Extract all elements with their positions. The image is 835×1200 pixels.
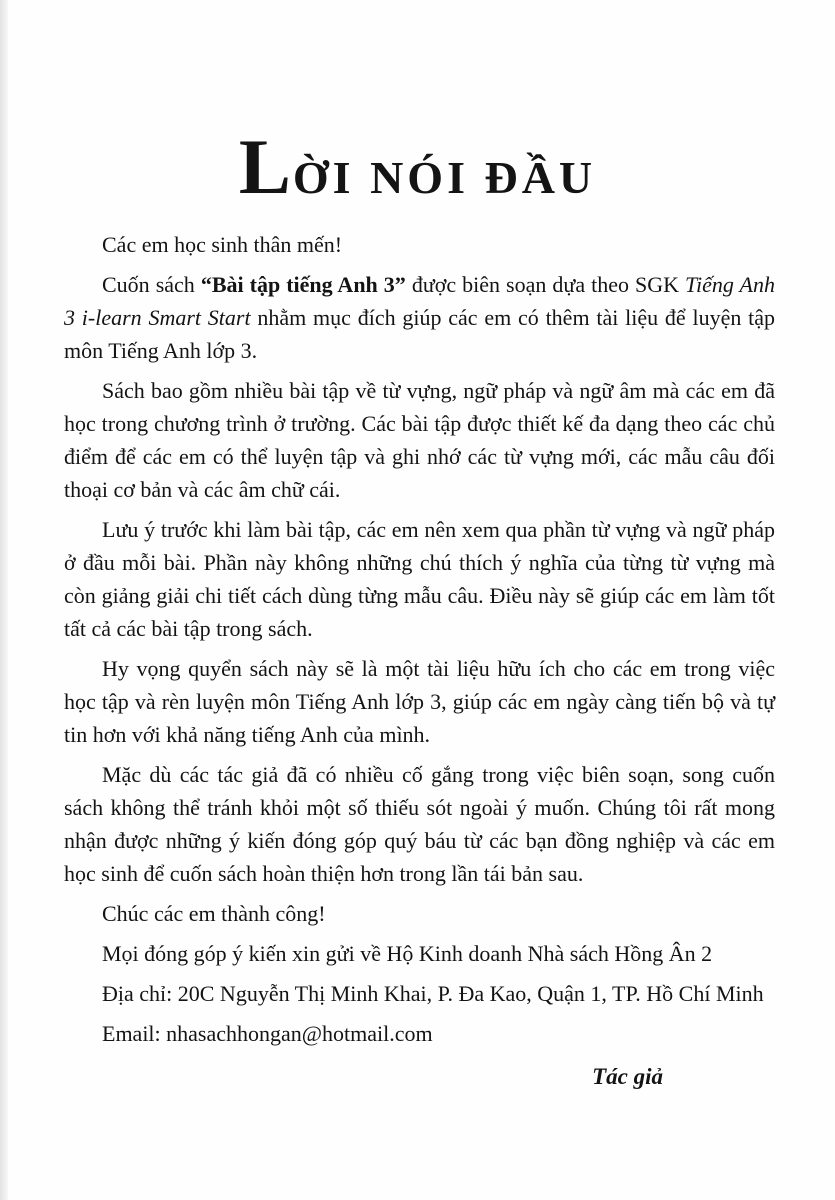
scan-edge-shadow bbox=[0, 0, 8, 1200]
page-title-rest: ỜI NÓI ĐẦU bbox=[292, 152, 597, 203]
paragraph-text-run: “Bài tập tiếng Anh 3” bbox=[200, 272, 406, 297]
paragraph-text-run: Tiếng Anh 3 i-learn Smart Start bbox=[64, 272, 775, 330]
paragraph-text-run: Mọi đóng góp ý kiến xin gửi về Hộ Kinh doanh Nhà sách Hồng Ân 2 bbox=[102, 941, 713, 966]
paragraph bbox=[64, 513, 775, 645]
paragraph bbox=[64, 758, 775, 890]
paragraph bbox=[64, 374, 775, 506]
paragraph bbox=[64, 1017, 775, 1050]
paragraph-text-run: Hy vọng quyển sách này sẽ là một tài liệu hữu ích cho các em trong việc học tập và rèn luyện môn Tiếng Anh lớp 3, giúp các em ngày càng tiến bộ và tự tin hơn với khả năng tiếng Anh của mình. bbox=[64, 656, 775, 747]
preface-body bbox=[64, 228, 775, 1050]
paragraph bbox=[64, 228, 775, 261]
page-title-initial: L bbox=[238, 123, 293, 210]
page-title bbox=[0, 123, 835, 210]
paragraph-text-run: Email: nhasachhongan@hotmail.com bbox=[102, 1021, 433, 1046]
paragraph-text-run: Lưu ý trước khi làm bài tập, các em nên xem qua phần từ vựng và ngữ pháp ở đầu mỗi bài. Phần này không những chú thích ý nghĩa của từng từ vựng mà còn giảng giải chi tiết cách dùng từng mẫu câu. Điều này sẽ giúp các em làm tốt tất cả các bài tập trong sách. bbox=[64, 517, 775, 641]
paragraph-text-run: Sách bao gồm nhiều bài tập về từ vựng, ngữ pháp và ngữ âm mà các em đã học trong chương trình ở trường. Các bài tập được thiết kế đa dạng theo các chủ điểm để các em có thể luyện tập và ghi nhớ các từ vựng mới, các mẫu câu đối thoại cơ bản và các âm chữ cái. bbox=[64, 378, 775, 502]
paragraph-text-run: Cuốn sách bbox=[102, 272, 201, 297]
paragraph bbox=[64, 652, 775, 751]
paragraph-text-run: nhằm mục đích giúp các em có thêm tài liệu để luyện tập môn Tiếng Anh lớp 3. bbox=[64, 305, 775, 363]
paragraph-text-run: Các em học sinh thân mến! bbox=[102, 232, 343, 257]
paragraph bbox=[64, 268, 775, 367]
paragraph-text-run: Chúc các em thành công! bbox=[102, 901, 326, 926]
paragraph-text-run: Mặc dù các tác giả đã có nhiều cố gắng trong việc biên soạn, song cuốn sách không thể tránh khỏi một số thiếu sót ngoài ý muốn. Chúng tôi rất mong nhận được những ý kiến đóng góp quý báu từ các bạn đồng nghiệp và các em học sinh để cuốn sách hoàn thiện hơn trong lần tái bản sau. bbox=[64, 762, 775, 886]
author-signature: Tác giả bbox=[592, 1064, 663, 1089]
paragraph bbox=[64, 897, 775, 930]
paragraph-text-run: Địa chỉ: 20C Nguyễn Thị Minh Khai, P. Đa Kao, Quận 1, TP. Hồ Chí Minh bbox=[102, 981, 764, 1006]
paragraph-text-run: được biên soạn dựa theo SGK bbox=[405, 272, 686, 297]
paragraph bbox=[64, 977, 775, 1010]
paragraph bbox=[64, 937, 775, 970]
